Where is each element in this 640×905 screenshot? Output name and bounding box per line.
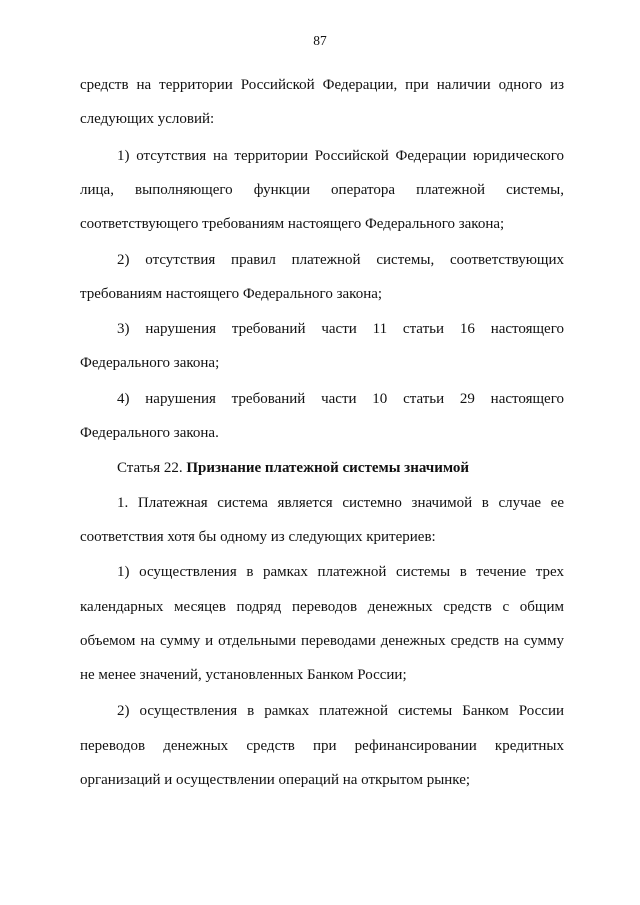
criterion-1-line: объемом на сумму и отдельными переводами денежных средств на сумму xyxy=(80,633,564,649)
criterion-2-line: переводов денежных средств при рефинансировании кредитных xyxy=(80,738,564,754)
criterion-2-line: 2) осуществления в рамках платежной системы Банком России xyxy=(117,703,564,719)
list-item-1-line: лица, выполняющего функции оператора платежной системы, xyxy=(80,182,564,198)
list-item-2-line: 2) отсутствия правил платежной системы, соответствующих xyxy=(117,252,564,268)
list-item-2-line: требованиям настоящего Федерального закона; xyxy=(80,286,383,302)
paragraph-line: соответствия хотя бы одному из следующих критериев: xyxy=(80,529,436,545)
list-item-4-line: Федерального закона. xyxy=(80,425,219,441)
list-item-3-line: 3) нарушения требований части 11 статьи 16 настоящего xyxy=(117,321,564,337)
article-title: Признание платежной системы значимой xyxy=(186,460,469,476)
page-number: 87 xyxy=(313,33,327,48)
criterion-2-line: организаций и осуществлении операций на открытом рынке; xyxy=(80,772,471,788)
paragraph-line: следующих условий: xyxy=(80,111,215,127)
list-item-3-line: Федерального закона; xyxy=(80,355,220,371)
criterion-1-line: не менее значений, установленных Банком России; xyxy=(80,667,407,683)
paragraph-line: 1. Платежная система является системно значимой в случае ее xyxy=(117,495,564,511)
criterion-1-line: 1) осуществления в рамках платежной системы в течение трех xyxy=(117,564,564,580)
criterion-1-line: календарных месяцев подряд переводов денежных средств с общим xyxy=(80,599,564,615)
list-item-1-line: соответствующего требованиям настоящего Федерального закона; xyxy=(80,216,505,232)
article-number: Статья 22. xyxy=(117,460,187,476)
list-item-1-line: 1) отсутствия на территории Российской Федерации юридического xyxy=(117,148,564,164)
list-item-4-line: 4) нарушения требований части 10 статьи 29 настоящего xyxy=(117,391,564,407)
paragraph-line: средств на территории Российской Федерации, при наличии одного из xyxy=(80,77,564,93)
article-heading xyxy=(117,459,469,477)
